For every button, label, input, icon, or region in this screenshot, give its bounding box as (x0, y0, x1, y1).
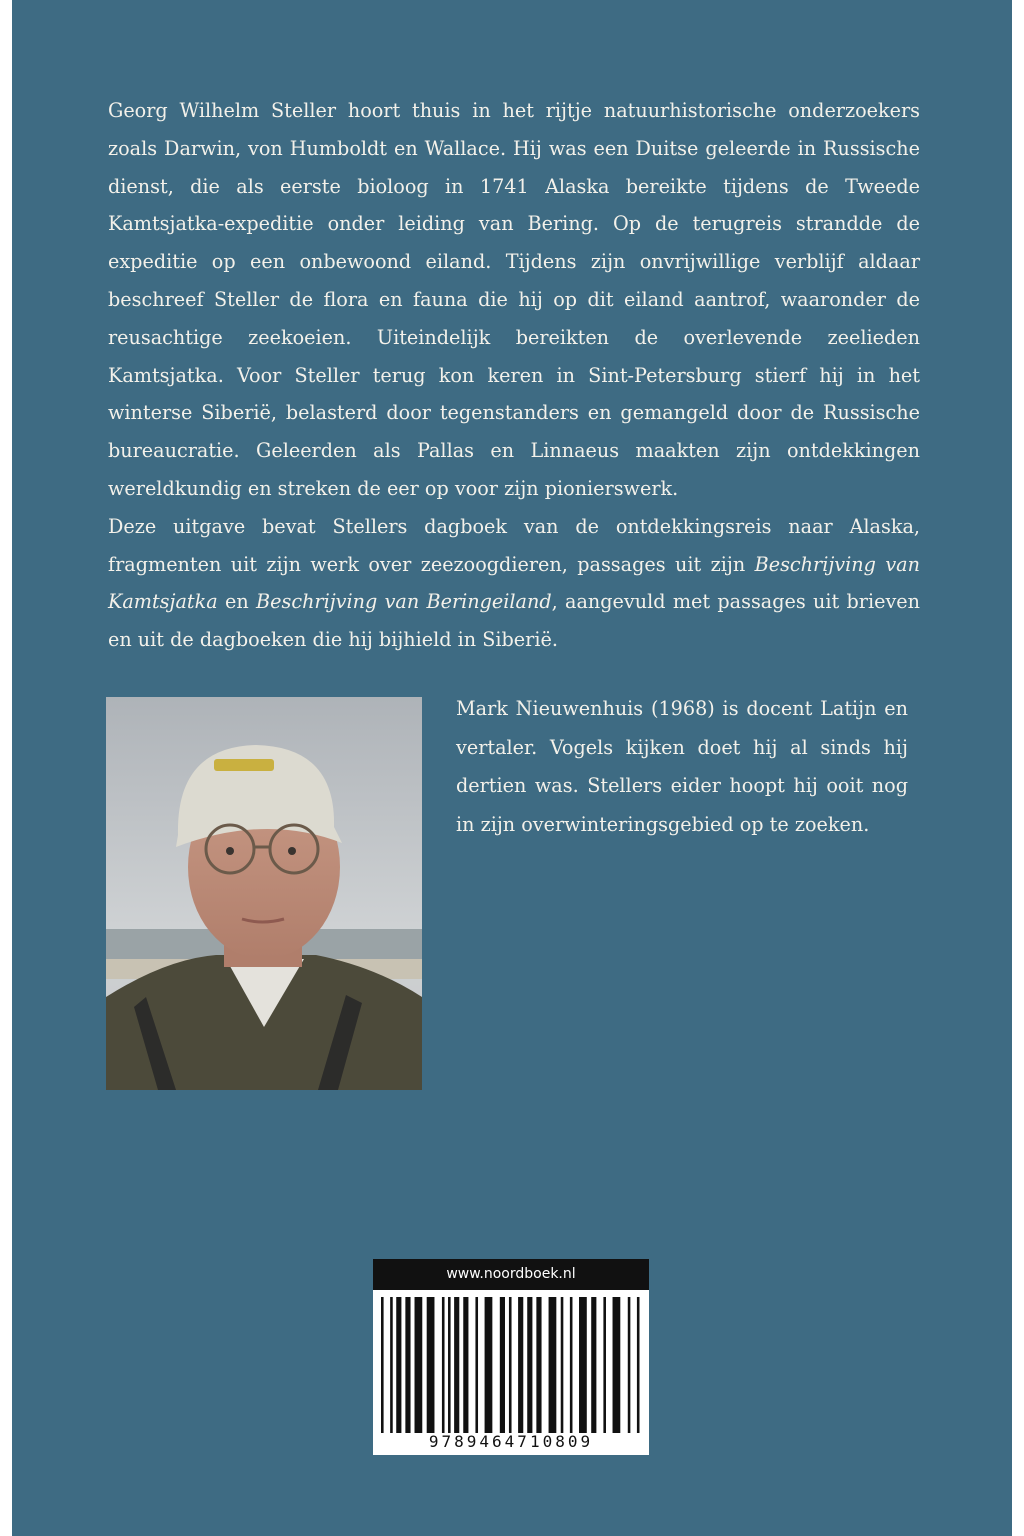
isbn-number: 9789464710809 (428, 1432, 594, 1451)
author-bio: Mark Nieuwenhuis (1968) is docent Latijn en vertaler. Vogels kijken doet hij al sinds hij dertien was. Stellers eider hoopt hij ooit nog in zijn overwinteringsgebied op te zoeken. (456, 697, 908, 836)
barcode-bar (475, 1297, 478, 1433)
blurb-text: , aangevuld met passages uit brieven en uit de dagboeken die hij bijhield in Siberië. (108, 590, 921, 652)
barcode-bar (527, 1297, 532, 1433)
barcode-bar (561, 1297, 564, 1433)
barcode-label (373, 1259, 649, 1455)
barcode-bar (405, 1297, 410, 1433)
barcode-bar (628, 1297, 631, 1433)
barcode-bar (396, 1297, 401, 1433)
isbn-barcode (381, 1297, 643, 1433)
book-blurb (108, 92, 920, 659)
publisher-website: www.noordboek.nl (373, 1259, 649, 1290)
blurb-paragraph-1: Georg Wilhelm Steller hoort thuis in het rijtje natuurhistorische onderzoekers zoals Darwin, von Humboldt en Wallace. Hij was een Duitse geleerde in Russische dienst, die als eerste bioloog in 1741 Alaska bereikte tijdens de Tweede Kamtsjatka-expeditie onder leiding van Bering. Op de terugreis strandde de expeditie op een onbewoond eiland. Tijdens zijn onvrijwillige verblijf aldaar beschreef Steller de flora en fauna die hij op dit eiland aantrof, waaronder de reusachtige zeekoeien. Uiteindelijk bereikten de overlevende zeelieden Kamtsjatka. Voor Steller terug kon keren in Sint-Petersburg stierf hij in het winterse Siberië, belasterd door tegenstanders en gemangeld door de Russische bureaucratie. Geleerden als Pallas en Linnaeus maakten zijn ontdekkingen wereldkundig en streken de eer op voor zijn pionierswerk. (108, 99, 920, 500)
barcode-bar (591, 1297, 596, 1433)
barcode-bar (463, 1297, 468, 1433)
barcode-bar (485, 1297, 493, 1433)
back-cover (12, 0, 1012, 1536)
book-title-beringeiland: Beschrijving van Beringeiland (256, 590, 552, 614)
barcode-bar (579, 1297, 587, 1433)
barcode-bar (427, 1297, 435, 1433)
blurb-paragraph-2 (108, 508, 920, 659)
barcode-bar (454, 1297, 459, 1433)
barcode-bar (509, 1297, 512, 1433)
book-title-kamtsjatka: Beschrijving van Kamtsjatka (108, 552, 920, 614)
author-photo (106, 697, 422, 1090)
barcode-bar (603, 1297, 606, 1433)
barcode-bar (448, 1297, 451, 1433)
barcode-bar (613, 1297, 621, 1433)
barcode-bar (415, 1297, 423, 1433)
blurb-text: Deze uitgave bevat Stellers dagboek van de ontdekkingsreis naar Alaska, fragmenten uit zijn werk over zeezoogdieren, passages uit zijn (108, 514, 920, 576)
barcode-bar (570, 1297, 573, 1433)
blurb-text: en (217, 590, 257, 614)
barcode-bar (549, 1297, 557, 1433)
barcode-bar (381, 1297, 384, 1433)
barcode-bar (637, 1297, 640, 1433)
barcode-bar (442, 1297, 445, 1433)
barcode-bar (518, 1297, 523, 1433)
barcode-bar (500, 1297, 505, 1433)
barcode-bar (536, 1297, 541, 1433)
barcode-bar (390, 1297, 393, 1433)
